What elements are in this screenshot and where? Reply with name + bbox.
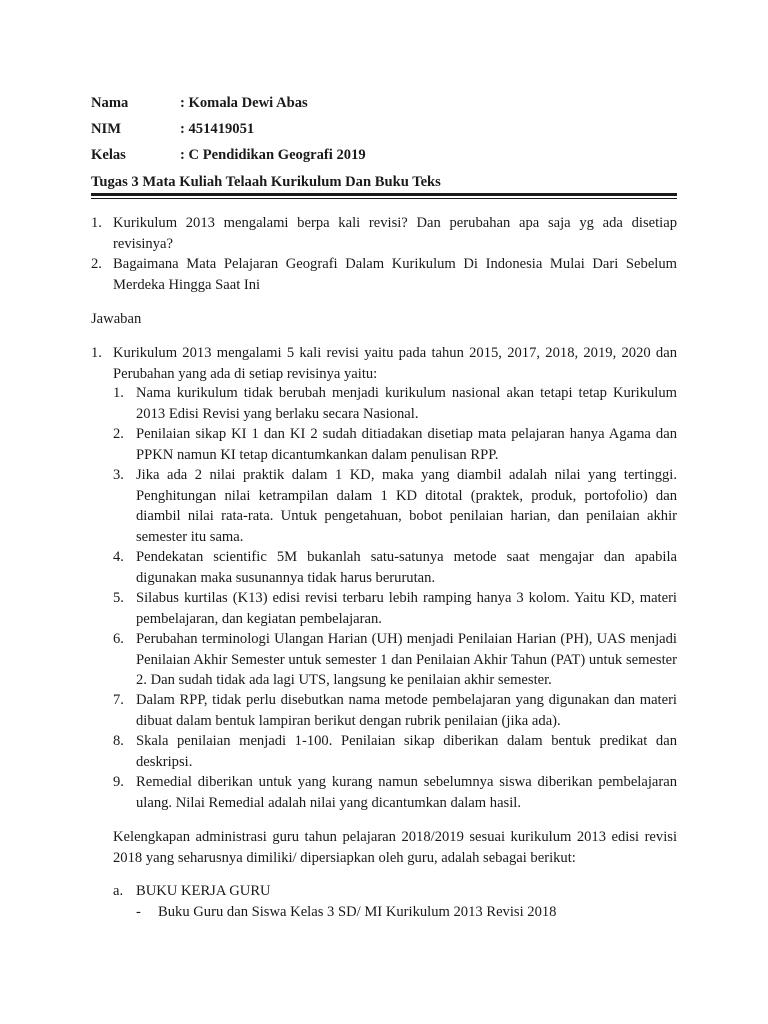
list-item: Dalam RPP, tidak perlu disebutkan nama metode pembelajaran yang digunakan dan materi dibuat dalam bentuk lampiran berikut dengan rubrik penilaian (jika ada). (136, 692, 677, 729)
answer-heading: Jawaban (91, 311, 142, 327)
nama-value: : Komala Dewi Abas (180, 95, 308, 111)
list-item: Silabus kurtilas (K13) edisi revisi terbaru lebih ramping hanya 3 kolom. Yaitu KD, materi pembelajaran, dan kegiatan pembelajaran. (136, 590, 677, 627)
list-item-number: 4. (113, 549, 124, 565)
list-item-number: 2. (113, 426, 124, 442)
section-title: BUKU KERJA GURU (136, 883, 271, 899)
list-item: Remedial diberikan untuk yang kurang namun sebelumnya siswa diberikan pembelajaran ulang. Nilai Remedial adalah nilai yang dicantumkan dalam hasil. (136, 774, 677, 811)
list-item: Nama kurikulum tidak berubah menjadi kurikulum nasional akan tetapi tetap Kurikulum 2013 Edisi Revisi yang berlaku secara Nasional. (136, 385, 677, 422)
nama-label: Nama (91, 95, 129, 111)
list-item-number: 3. (113, 467, 124, 483)
bullet-item: Buku Guru dan Siswa Kelas 3 SD/ MI Kurikulum 2013 Revisi 2018 (158, 904, 557, 920)
nim-label: NIM (91, 121, 121, 137)
list-item-number: 7. (113, 692, 124, 708)
bullet-dash: - (136, 904, 141, 920)
assignment-title: Tugas 3 Mata Kuliah Telaah Kurikulum Dan Buku Teks (91, 174, 441, 190)
list-item: Jika ada 2 nilai praktik dalam 1 KD, maka yang diambil adalah nilai yang tertinggi. Penghitungan nilai ketrampilan dalam 1 KD ditotal (praktek, produk, portofolio) dan diambil nilai rata-rata. Untuk pengetahuan, bobot penilaian harian, dan penilaian akhir semester itu sama. (136, 467, 677, 545)
kelengkapan-paragraph: Kelengkapan administrasi guru tahun pelajaran 2018/2019 sesuai kurikulum 2013 edisi revisi 2018 yang seharusnya dimiliki/ dipersiapkan oleh guru, adalah sebagai berikut: (113, 829, 677, 866)
header-divider-thin (91, 198, 677, 199)
answer-intro: Kurikulum 2013 mengalami 5 kali revisi yaitu pada tahun 2015, 2017, 2018, 2019, 2020 dan Perubahan yang ada di setiap revisinya yaitu: (113, 345, 677, 382)
list-item: Penilaian sikap KI 1 dan KI 2 sudah ditiadakan disetiap mata pelajaran hanya Agama dan PPKN namun KI tetap dicantumkankan dalam penulisan RPP. (136, 426, 677, 463)
list-item-number: 1. (113, 385, 124, 401)
question-text: Bagaimana Mata Pelajaran Geografi Dalam Kurikulum Di Indonesia Mulai Dari Sebelum Merdeka Hingga Saat Ini (113, 256, 677, 293)
list-item: Skala penilaian menjadi 1-100. Penilaian sikap diberikan dalam bentuk predikat dan deskripsi. (136, 733, 677, 770)
answer-number: 1. (91, 345, 102, 361)
list-item-number: 5. (113, 590, 124, 606)
list-item: Pendekatan scientific 5M bukanlah satu-satunya metode saat mengajar dan apabila digunakan maka susunannya tidak harus berurutan. (136, 549, 677, 586)
list-item: Perubahan terminologi Ulangan Harian (UH) menjadi Penilaian Harian (PH), UAS menjadi Penilaian Akhir Semester untuk semester 1 dan Penilaian Akhir Tahun (PAT) untuk semester 2. Dan sudah tidak ada lagi UTS, langsung ke penilaian akhir semester. (136, 631, 677, 688)
question-number: 2. (91, 256, 102, 272)
nim-value: : 451419051 (180, 121, 255, 137)
list-item-number: 8. (113, 733, 124, 749)
header-divider-thick (91, 193, 677, 196)
list-item-number: 9. (113, 774, 124, 790)
list-item-number: 6. (113, 631, 124, 647)
question-number: 1. (91, 215, 102, 231)
kelas-value: : C Pendidikan Geografi 2019 (180, 147, 366, 163)
section-letter: a. (113, 883, 124, 899)
kelas-label: Kelas (91, 147, 126, 163)
question-text: Kurikulum 2013 mengalami berpa kali revisi? Dan perubahan apa saja yg ada disetiap revisinya? (113, 215, 677, 252)
